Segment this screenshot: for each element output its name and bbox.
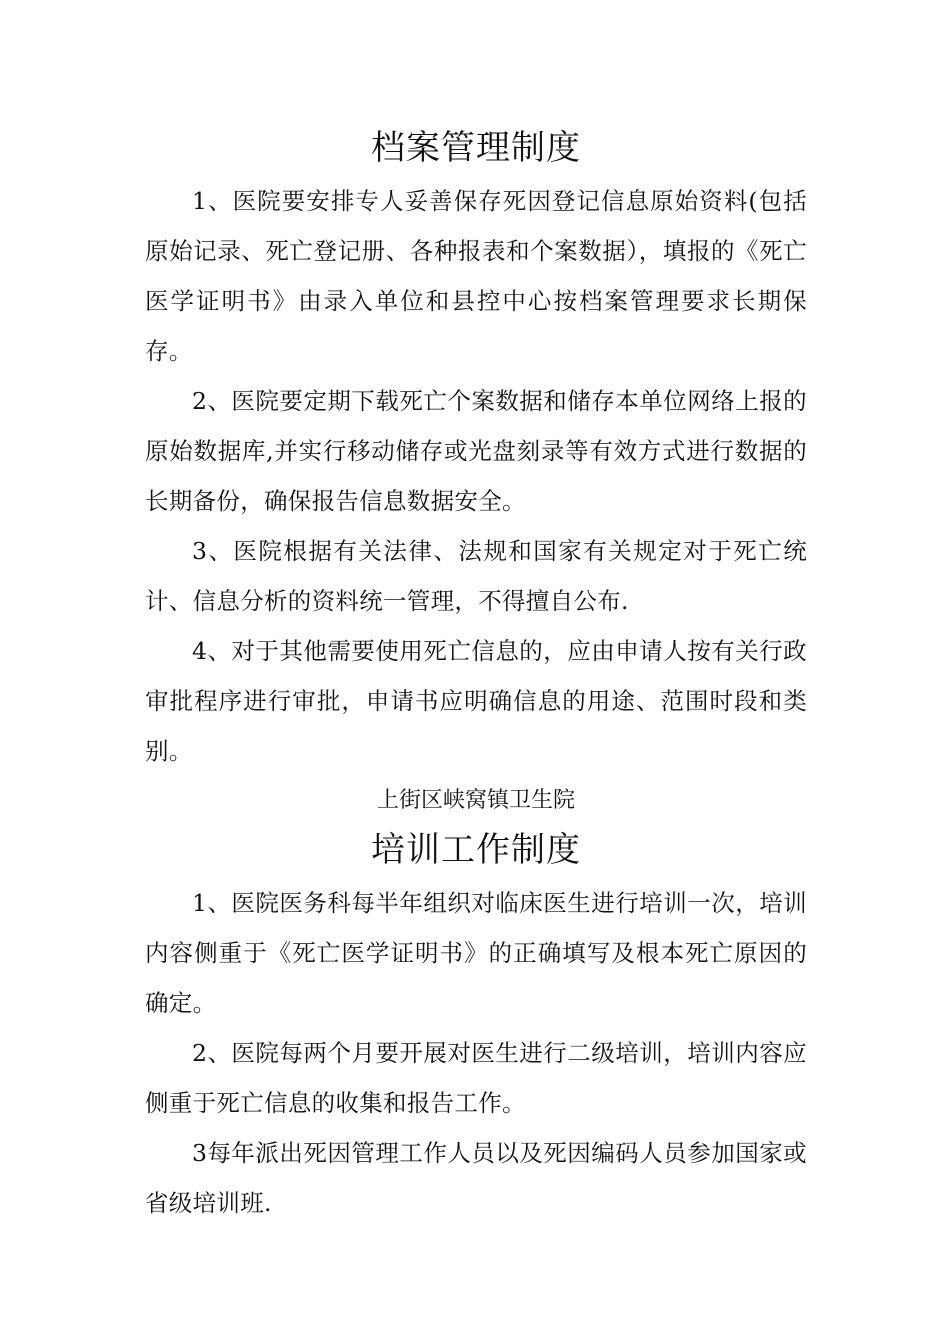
paragraph: 3、医院根据有关法律、法规和国家有关规定对于死亡统计、信息分析的资料统一管理，不得擅自公布. — [145, 537, 807, 615]
paragraph: 4、对于其他需要使用死亡信息的，应由申请人按有关行政审批程序进行审批，申请书应明确信息的用途、范围时段和类别。 — [145, 637, 807, 765]
paragraph: 2、医院每两个月要开展对医生进行二级培训，培训内容应侧重于死亡信息的收集和报告工作。 — [145, 1039, 807, 1117]
document-page — [145, 120, 807, 1228]
paragraph: 2、医院要定期下载死亡个案数据和储存本单位网络上报的原始数据库,并实行移动储存或光盘刻录等有效方式进行数据的长期备份，确保报告信息数据安全。 — [145, 387, 807, 515]
training-section — [145, 776, 807, 1228]
section-title: 档案管理制度 — [371, 128, 581, 168]
archive-management-section — [145, 120, 807, 776]
paragraph: 1、医院医务科每半年组织对临床医生进行培训一次，培训内容侧重于《死亡医学证明书》的正确填写及根本死亡原因的确定。 — [145, 889, 807, 1017]
organization-name: 上街区峡窝镇卫生院 — [376, 788, 575, 813]
section-title: 培训工作制度 — [371, 830, 581, 870]
paragraph: 3每年派出死因管理工作人员以及死因编码人员参加国家或省级培训班. — [145, 1139, 807, 1217]
paragraph: 1、医院要安排专人妥善保存死因登记信息原始资料(包括原始记录、死亡登记册、各种报表和个案数据），填报的《死亡医学证明书》由录入单位和县控中心按档案管理要求长期保存。 — [145, 187, 807, 365]
